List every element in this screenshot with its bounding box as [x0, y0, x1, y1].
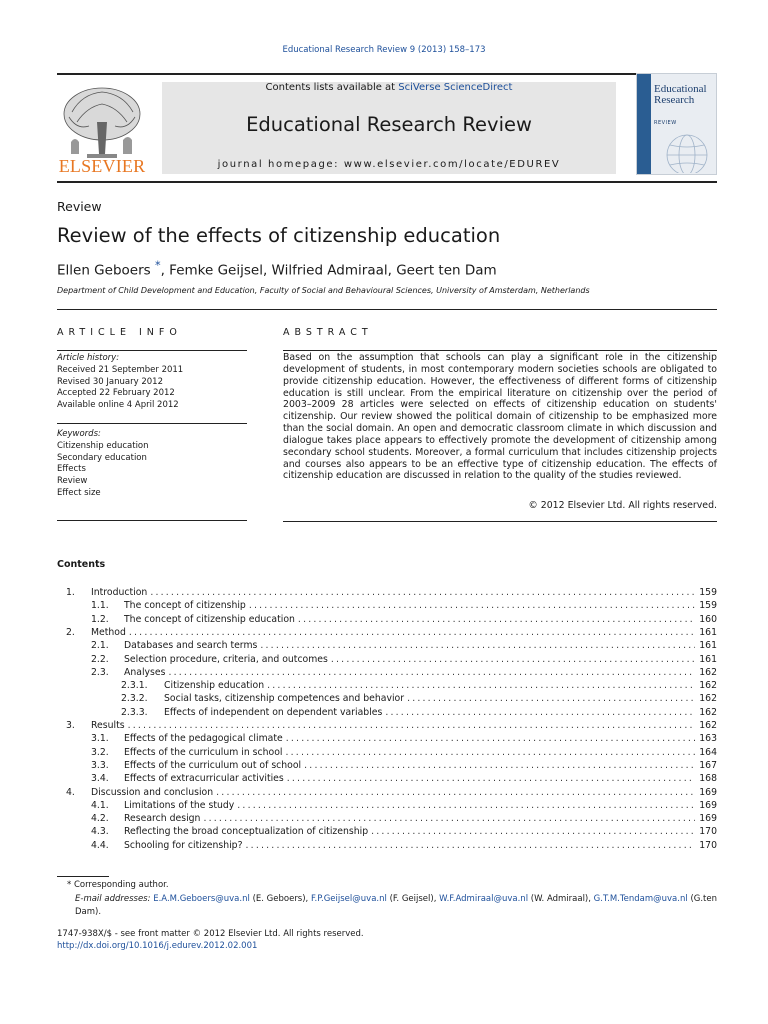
toc-entry[interactable]: [0, 653, 768, 666]
toc-entry[interactable]: [0, 799, 768, 812]
toc-page-number: 164: [699, 746, 717, 758]
toc-entry[interactable]: [0, 732, 768, 745]
journal-cover-thumbnail: [636, 73, 717, 175]
toc-title[interactable]: Citizenship education: [164, 680, 265, 692]
journal-name: Educational Research Review: [246, 113, 532, 136]
footnote-rule: [57, 876, 109, 877]
toc-number: 3.2.: [91, 746, 109, 758]
abstract-rule-top: [283, 350, 717, 351]
toc-title[interactable]: Method: [91, 626, 126, 638]
toc-title[interactable]: Effects of independent on dependent variables: [164, 706, 383, 718]
toc-page-number: 162: [699, 693, 717, 705]
toc-title[interactable]: Effects of extracurricular activities: [124, 773, 284, 785]
toc-title[interactable]: Results: [91, 720, 125, 731]
affiliation: Department of Child Development and Education, Faculty of Social and Behavioural Sciences, University of Amsterdam, Netherlands: [57, 286, 590, 295]
toc-leader-dots: [126, 626, 695, 639]
article-info-rule: [57, 309, 717, 310]
cover-title: Educational Research: [654, 83, 707, 106]
toc-number: 4.: [66, 786, 75, 798]
toc-page-number: 168: [699, 773, 717, 785]
toc-number: 3.4.: [91, 773, 109, 785]
article-info-rule-bottom: [57, 520, 247, 521]
toc-page-number: 162: [699, 706, 717, 718]
toc-leader-dots: [264, 679, 695, 692]
abstract-heading: ABSTRACT: [283, 327, 373, 338]
corresponding-mark: *: [67, 880, 72, 890]
toc-leader-dots: [284, 772, 696, 785]
toc-page-number: 170: [699, 839, 717, 851]
keyword: Review: [57, 476, 88, 487]
toc-title[interactable]: Introduction: [91, 587, 148, 598]
toc-title[interactable]: The concept of citizenship: [124, 600, 246, 612]
history-online: Available online 4 April 2012: [57, 400, 179, 411]
keyword: Effects: [57, 464, 86, 475]
toc-title[interactable]: Selection procedure, criteria, and outcomes: [124, 653, 328, 665]
toc-entry[interactable]: [0, 786, 768, 799]
toc-number: 2.3.1.: [121, 680, 148, 692]
toc-leader-dots: [246, 599, 695, 612]
article-title: Review of the effects of citizenship education: [57, 224, 501, 247]
toc-title[interactable]: Reflecting the broad conceptualization of citizenship: [124, 826, 369, 838]
article-info-rule-mid: [57, 423, 247, 424]
toc-entry[interactable]: [0, 692, 768, 705]
email-link-tendam[interactable]: G.T.M.Tendam@uva.nl: [593, 894, 688, 904]
toc-leader-dots: [200, 812, 695, 825]
toc-title[interactable]: Schooling for citizenship?: [124, 839, 243, 851]
sciencedirect-link[interactable]: SciVerse ScienceDirect: [398, 82, 513, 93]
toc-page-number: 162: [699, 666, 717, 678]
keyword: Effect size: [57, 487, 101, 498]
toc-number: 2.2.: [91, 653, 109, 665]
toc-entry[interactable]: [0, 825, 768, 838]
toc-entry[interactable]: [0, 812, 768, 825]
email-link-geijsel[interactable]: F.P.Geijsel@uva.nl: [310, 894, 387, 904]
toc-number: 3.1.: [91, 733, 109, 745]
toc-entry[interactable]: [0, 706, 768, 719]
toc-entry[interactable]: [0, 679, 768, 692]
author-first: Ellen Geboers: [57, 262, 151, 279]
toc-number: 4.2.: [91, 813, 109, 825]
toc-leader-dots: [165, 666, 695, 679]
toc-title[interactable]: Databases and search terms: [124, 640, 258, 652]
email-name: (F. Geijsel),: [386, 894, 440, 904]
toc-page-number: 161: [699, 640, 717, 652]
toc-entry[interactable]: [0, 666, 768, 679]
toc-title[interactable]: Analyses: [124, 666, 166, 678]
email-addresses: [75, 893, 717, 918]
toc-entry[interactable]: [0, 586, 768, 599]
header-bottom-rule: [57, 181, 717, 183]
journal-homepage[interactable]: journal homepage: www.elsevier.com/locate/EDUREV: [217, 159, 561, 170]
toc-title[interactable]: Effects of the curriculum in school: [124, 746, 283, 758]
toc-entry[interactable]: [0, 599, 768, 612]
toc-page-number: 163: [699, 733, 717, 745]
toc-title[interactable]: Research design: [124, 813, 201, 825]
article-type: Review: [57, 199, 102, 214]
doi-link[interactable]: http://dx.doi.org/10.1016/j.edurev.2012.02.001: [57, 941, 258, 951]
history-label: Article history:: [57, 353, 120, 363]
toc-leader-dots: [301, 759, 695, 772]
toc-number: 1.1.: [91, 600, 109, 612]
corresponding-author-mark[interactable]: *: [154, 259, 161, 272]
toc-leader-dots: [282, 746, 695, 759]
toc-page-number: 169: [699, 786, 717, 798]
toc-page-number: 169: [699, 799, 717, 811]
toc-number: 4.1.: [91, 799, 109, 811]
toc-number: 2.3.2.: [121, 693, 148, 705]
history-revised: Revised 30 January 2012: [57, 376, 163, 387]
toc-number: 2.: [66, 626, 75, 638]
toc-page-number: 161: [699, 653, 717, 665]
email-name: (W. Admiraal),: [528, 894, 594, 904]
toc-number: 4.4.: [91, 839, 109, 851]
contents-heading: Contents: [57, 559, 106, 570]
email-name: (E. Geboers),: [249, 894, 311, 904]
toc-leader-dots: [328, 653, 695, 666]
abstract-copyright: © 2012 Elsevier Ltd. All rights reserved.: [528, 500, 717, 511]
toc-leader-dots: [125, 719, 696, 732]
toc-page-number: 170: [699, 826, 717, 838]
toc-entry[interactable]: [0, 759, 768, 772]
toc-leader-dots: [257, 639, 695, 652]
toc-title[interactable]: Effects of the curriculum out of school: [124, 759, 302, 771]
keyword: Secondary education: [57, 452, 147, 463]
toc-title[interactable]: Discussion and conclusion: [91, 786, 214, 798]
top-rule: [57, 73, 717, 75]
toc-leader-dots: [147, 586, 695, 599]
email-label: E-mail addresses:: [75, 894, 151, 904]
history-received: Received 21 September 2011: [57, 364, 184, 375]
toc-leader-dots: [243, 839, 696, 852]
toc-entry[interactable]: [0, 626, 768, 639]
toc-entry[interactable]: [0, 746, 768, 759]
article-history: [57, 353, 183, 412]
author-list: [57, 259, 497, 279]
toc-number: 1.: [66, 587, 75, 598]
toc-page-number: 161: [699, 626, 717, 638]
globe-icon: [657, 129, 715, 173]
toc-entry[interactable]: [0, 613, 768, 626]
history-accepted: Accepted 22 February 2012: [57, 388, 175, 399]
elsevier-wordmark: ELSEVIER: [58, 156, 146, 176]
toc-number: 3.3.: [91, 759, 109, 771]
toc-entry[interactable]: [0, 719, 768, 732]
journal-citation[interactable]: Educational Research Review 9 (2013) 158–173: [282, 45, 486, 55]
toc-page-number: 169: [699, 813, 717, 825]
cover-subtitle: REVIEW: [654, 120, 677, 126]
contents-prefix: Contents lists available at: [265, 82, 399, 93]
toc-leader-dots: [295, 613, 695, 626]
corresponding-text: Corresponding author.: [71, 880, 169, 890]
toc-entry[interactable]: [0, 639, 768, 652]
abstract-text: Based on the assumption that schools can play a significant role in the citizenship development of students, in most contemporary modern societies schools are obligated to provide citizenship education. However, the effectiveness of different forms of citizenship education is still unclear. From the empirical literature on citizenship over the period of 2003–2009 28 articles were selected on effects of citizenship education on students' citizenship. Our review showed the political domain of citizenship to be emphasized more than the social domain. An open and democratic classroom climate in which discussion and dialogue takes place appears to effectively promote the development of citizenship among secondary school students. Moreover, a formal curriculum that includes citizenship projects and courses also appears to be an effective type of citizenship education. The effects of citizenship education are discussed in relation to the quality of the studies reviewed.: [283, 352, 717, 482]
contents-available-line: [162, 82, 616, 93]
toc-number: 1.2.: [91, 613, 109, 625]
article-info-heading: ARTICLE INFO: [57, 327, 182, 338]
toc-title[interactable]: The concept of citizenship education: [124, 613, 295, 625]
cover-strip: [637, 74, 651, 174]
toc-number: 2.3.3.: [121, 706, 148, 718]
toc-page-number: 162: [699, 680, 717, 692]
toc-page-number: 167: [699, 759, 717, 771]
toc-title[interactable]: Limitations of the study: [124, 799, 235, 811]
keyword: Citizenship education: [57, 440, 149, 451]
toc-entry[interactable]: [0, 772, 768, 785]
toc-leader-dots: [213, 786, 695, 799]
keywords: [57, 429, 149, 500]
toc-page-number: 159: [699, 600, 717, 612]
email-name: (G.ten Dam).: [75, 894, 717, 917]
toc-page-number: 159: [699, 587, 717, 598]
toc-entry[interactable]: [0, 839, 768, 852]
abstract-rule-bottom: [283, 521, 717, 522]
toc-number: 4.3.: [91, 826, 109, 838]
toc-number: 2.1.: [91, 640, 109, 652]
toc-leader-dots: [234, 799, 695, 812]
toc-page-number: 162: [699, 720, 717, 731]
issn-line: 1747-938X/$ - see front matter © 2012 Elsevier Ltd. All rights reserved.: [57, 929, 364, 939]
email-link-admiraal[interactable]: W.F.Admiraal@uva.nl: [439, 894, 529, 904]
authors-rest: , Femke Geijsel, Wilfried Admiraal, Geert ten Dam: [160, 262, 497, 279]
keywords-label: Keywords:: [57, 429, 101, 439]
toc-leader-dots: [283, 732, 696, 745]
corresponding-author-note: [67, 880, 169, 890]
toc-leader-dots: [404, 692, 695, 705]
article-info-rule-top: [57, 350, 247, 351]
toc-leader-dots: [368, 825, 695, 838]
toc-number: 3.: [66, 720, 75, 731]
toc-title[interactable]: Social tasks, citizenship competences and behavior: [164, 693, 405, 705]
toc-leader-dots: [382, 706, 695, 719]
toc-page-number: 160: [699, 613, 717, 625]
email-link-geboers[interactable]: E.A.M.Geboers@uva.nl: [153, 894, 250, 904]
toc-title[interactable]: Effects of the pedagogical climate: [124, 733, 283, 745]
toc-number: 2.3.: [91, 666, 109, 678]
